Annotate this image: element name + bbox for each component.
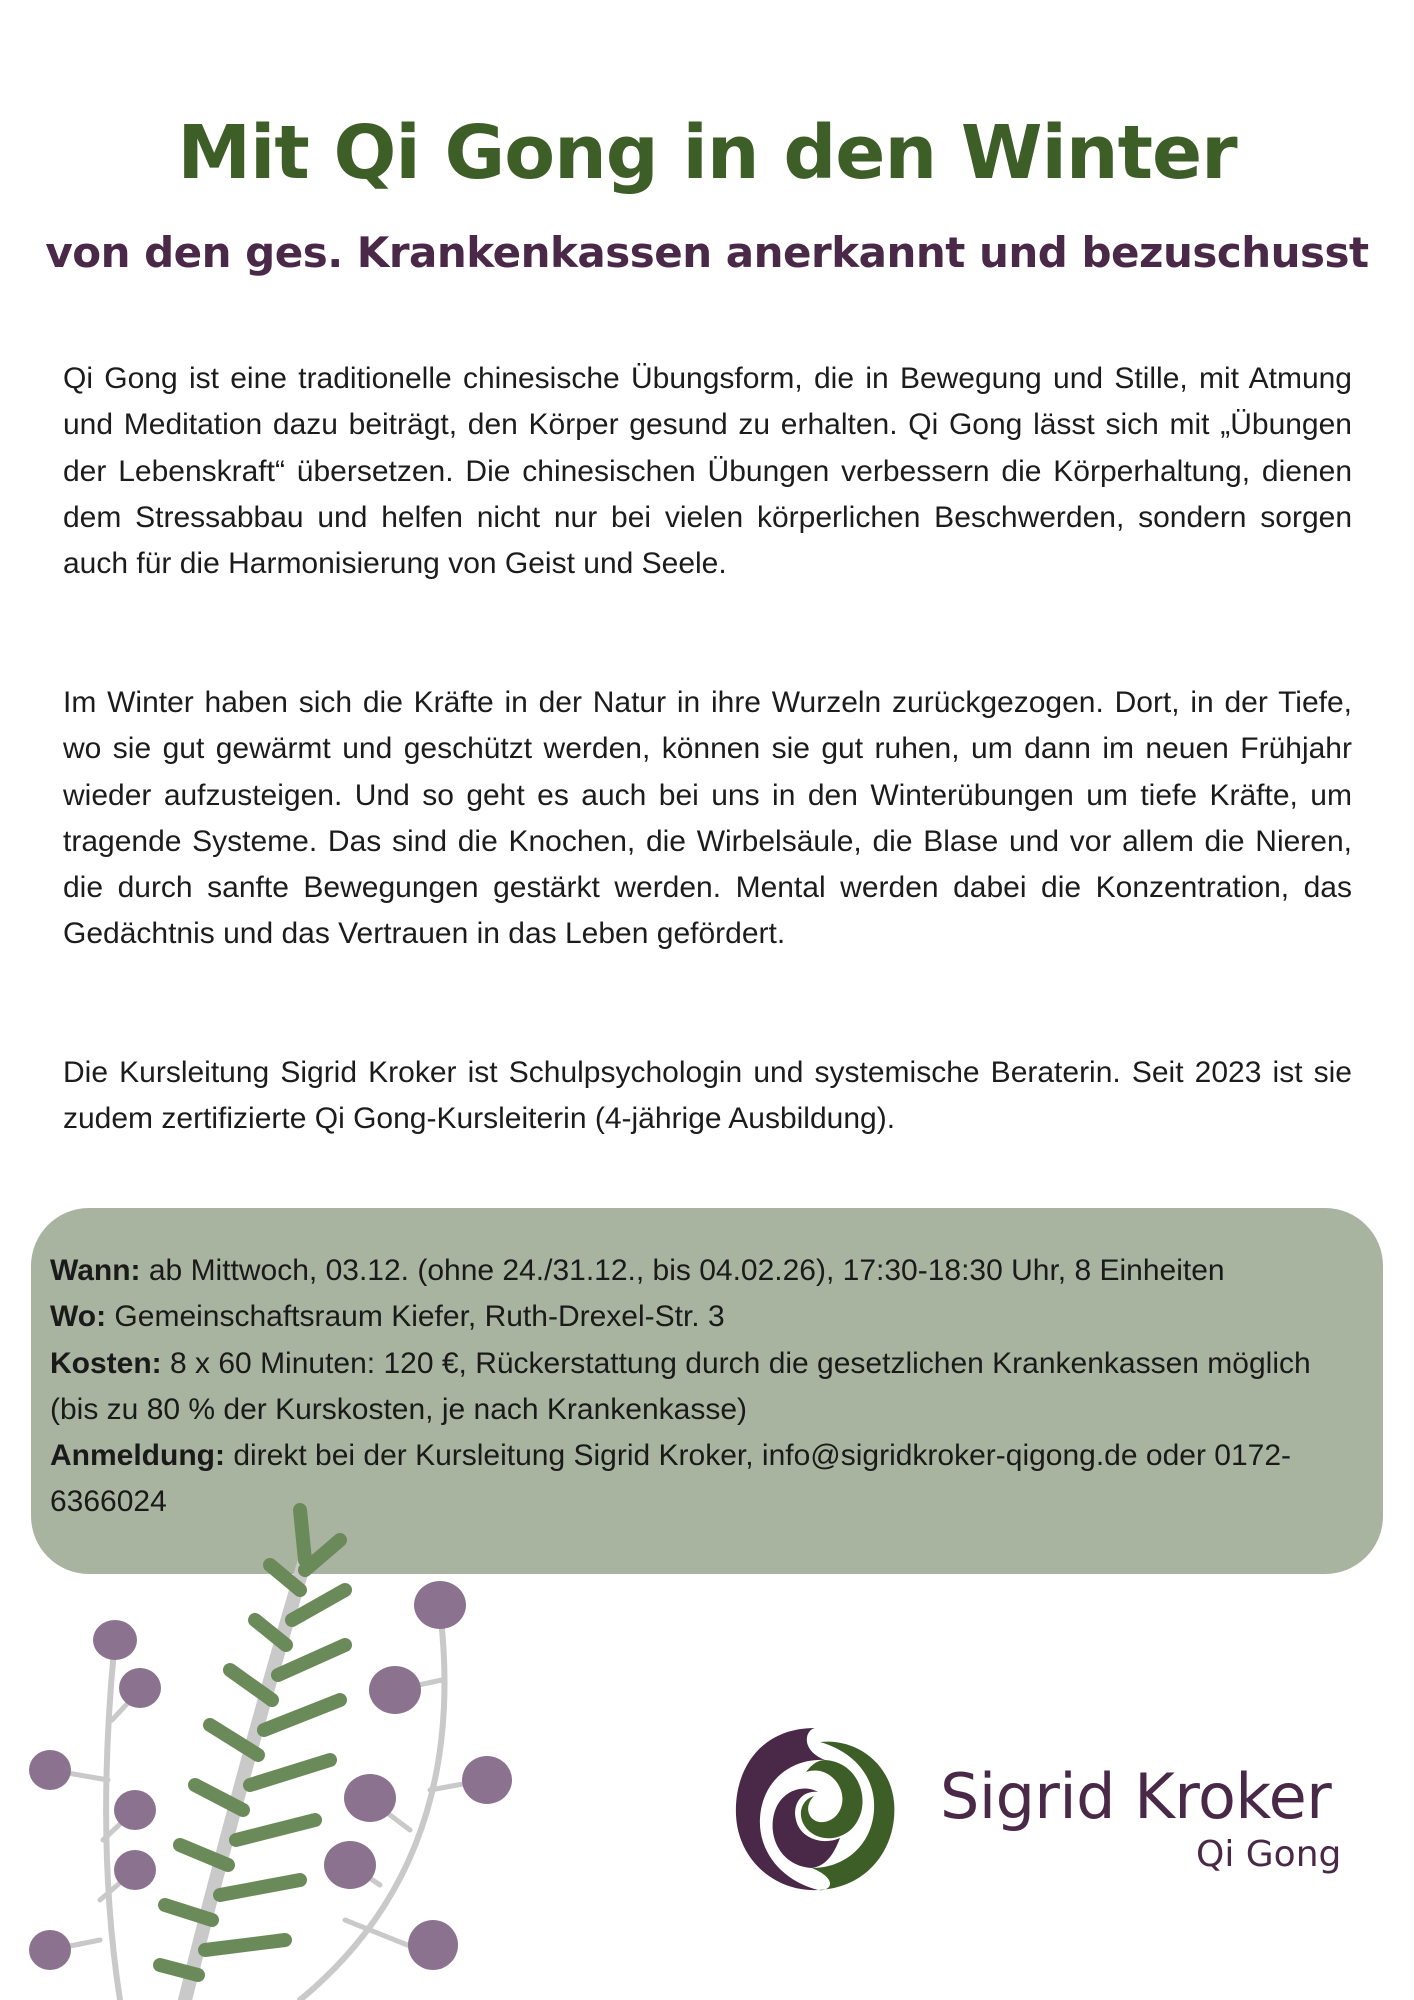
- cost-value: 8 x 60 Minuten: 120 €, Rückerstattung durch die gesetzlichen Krankenkassen möglich (bis zu 80 % der Kurskosten, je nach Krankenkasse): [50, 1346, 1311, 1426]
- where-label: Wo:: [50, 1300, 107, 1334]
- brand-name: Sigrid Kroker: [940, 1760, 1332, 1833]
- when-value: ab Mittwoch, 03.12. (ohne 24./31.12., bis 04.02.26), 17:30-18:30 Uhr, 8 Einheiten: [140, 1254, 1225, 1287]
- winter-paragraph: Im Winter haben sich die Kräfte in der Natur in ihre Wurzeln zurückgezogen. Dort, in der Tiefe, wo sie gut gewärmt und geschützt werden, können sie gut ruhen, um dann im neuen Frühjahr wieder aufzusteigen. Und so geht es auch bei uns in den Winterübungen um tiefe Kräfte, um tragende Systeme. Das sind die Knochen, die Wirbelsäule, die Blase und vor allem die Nieren, die durch sanfte Bewegungen gestärkt werden. Mental werden dabei die Konzentration, das Gedächtnis und das Vertrauen in das Leben gefördert.: [63, 686, 1352, 951]
- spiral-logo-icon: [730, 1720, 900, 1900]
- brand-subtitle: Qi Gong: [1196, 1834, 1342, 1875]
- cost-label: Kosten:: [50, 1346, 162, 1380]
- signup-label: Anmeldung:: [50, 1439, 225, 1473]
- page-title: Mit Qi Gong in den Winter: [177, 110, 1237, 196]
- intro-paragraph: Qi Gong ist eine traditionelle chinesische Übungsform, die in Bewegung und Stille, mit Atmung und Meditation dazu beiträgt, den Körper gesund zu erhalten. Qi Gong lässt sich mit „Übungen der Lebenskraft“ übersetzen. Die chinesischen Übungen verbessern die Körperhaltung, dienen dem Stressabbau und helfen nicht nur bei vielen körperlichen Beschwerden, sondern sorgen auch für die Harmonisierung von Geist und Seele.: [63, 362, 1352, 581]
- where-value: Gemeinschaftsraum Kiefer, Ruth-Drexel-Str. 3: [106, 1300, 725, 1334]
- signup-value: direkt bei der Kursleitung Sigrid Kroker, info@sigridkroker-qigong.de oder 0172-6366024: [50, 1439, 1291, 1519]
- winter-plant-illustration: [0, 1480, 540, 2000]
- instructor-paragraph: Die Kursleitung Sigrid Kroker ist Schulpsychologin und systemische Beraterin. Seit 2023 ist sie zudem zertifizierte Qi Gong-Kursleiterin (4-jährige Ausbildung).: [63, 1056, 1352, 1136]
- page-subtitle: von den ges. Krankenkassen anerkannt und bezuschusst: [45, 228, 1369, 277]
- when-label: Wann:: [50, 1254, 141, 1287]
